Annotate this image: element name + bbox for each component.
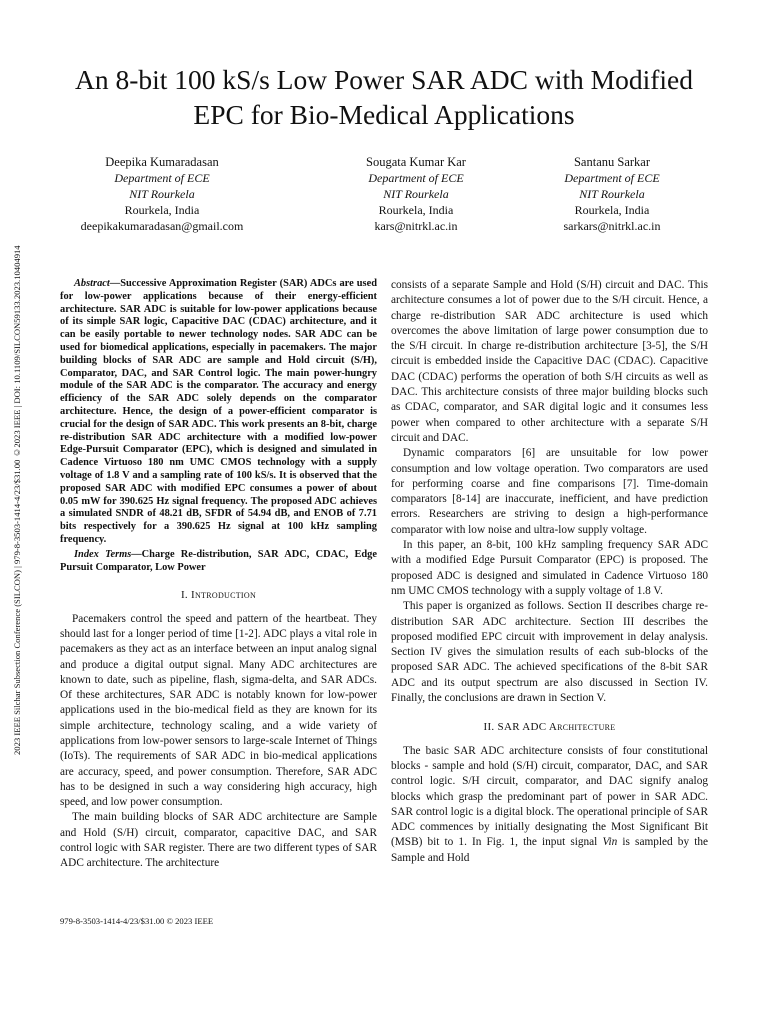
author-email: sarkars@nitrkl.ac.in: [563, 219, 661, 233]
abstract-text: —Successive Approximation Register (SAR) ADCs are used for low-power applications because of their energy-efficient architecture. SAR ADC is suitable for low-power applications because of its simple SAR logic, Capacitive DAC (CDAC) architecture, and it can be easily portable to newer technology nodes. SAR ADC can be used for biomedical applications, especially in pacemakers. The major building blocks of SAR ADC are sample and Hold circuit (S/H), Comparator, DAC, and SAR Control logic. The main power-hungry module of the SAR ADC is the comparator. The accuracy and energy efficiency of the SAR ADC solely depends on the comparator architecture. Hence, the design of a power-efficient comparator is crucial for the design of SAR ADC. This work presents an 8-bit, charge re-distribution SAR ADC architecture with a modified low-power Edge-Pursuit Comparator (EPC), which is designed and simulated in Cadence Virtuoso 180 nm UMC CMOS technology with a supply voltage of 1.8 V and a sampling rate of 100 kS/s. It is observed that the proposed SAR ADC with modified EPC consumes a power of about 0.05 mW for 390.625 Hz signal frequency. The proposed ADC achieves a simulated SNDR of 48.21 dB, SFDR of 54.94 dB, and ENOB of 7.71 bits respectively for a 390.625 Hz signal at 100 kHz sampling frequency.: [60, 278, 377, 545]
author-2: [306, 154, 526, 234]
paragraph: Dynamic comparators [6] are unsuitable for low power consumption and low voltage operation. Two comparators are used for performing coarse and fine comparisons [7]. Time-domain comparators [8-14] are inaccurate, inefficient, and have prediction errors. Researchers are striving to design a high-performance comparator with low noise and ultra-low supply voltage.: [391, 447, 708, 536]
left-column: [60, 278, 377, 872]
paragraph-text: is sampled by the Sample and Hold: [391, 836, 709, 864]
author-name: Deepika Kumaradasan: [105, 155, 219, 169]
author-name: Sougata Kumar Kar: [366, 155, 466, 169]
author-dept: Department of ECE: [368, 171, 464, 185]
author-inst: NIT Rourkela: [383, 187, 449, 201]
author-email: kars@nitrkl.ac.in: [374, 219, 458, 233]
paragraph: In this paper, an 8-bit, 100 kHz sampling frequency SAR ADC with a modified Edge Pursuit Comparator (EPC) is proposed. The proposed ADC is designed and simulated in Cadence Virtuoso 180 nm UMC CMOS technology with a supply voltage of 1.8 V.: [391, 539, 708, 597]
author-email: deepikakumaradasan@gmail.com: [80, 219, 244, 233]
author-location: Rourkela, India: [574, 203, 650, 217]
section-heading-introduction: I. Introduction: [180, 589, 257, 602]
paragraph: This paper is organized as follows. Section II describes charge re-distribution SAR ADC architecture. Section III describes the proposed modified EPC circuit with improvement in delay analysis. Section IV gives the simulation results of each sub-blocks of the proposed SAR ADC. The achieved specifications of the 8-bit SAR ADC and its output spectrum are also discussed in Section IV. Finally, the conclusions are drawn in Section V.: [391, 600, 708, 705]
author-dept: Department of ECE: [564, 171, 660, 185]
author-name: Santanu Sarkar: [573, 155, 651, 169]
index-terms: [60, 549, 377, 575]
abstract: [60, 278, 377, 547]
copyright-footer: 979-8-3503-1414-4/23/$31.00 © 2023 IEEE: [60, 916, 214, 926]
paragraph: Pacemakers control the speed and pattern of the heartbeat. They should last for a longer period of time [1-2]. ADC plays a vital role in pacemakers as they act as an interface between an input analog signal and produce a digital output signal. Many ADC architectures are known to date, such as pipeline, flash, sigma-delta, and SAR ADCs. Of these architectures, SAR ADC is notably known for low-power applications used in the bio-medical field as they are known for its simple architecture, technology scaling, and a wide variety of applications from low-power sensors to large-scale Internet of Things (IoTs). The requirements of SAR ADC in bio-medical applications are accuracy, speed, and power consumption. Therefore, SAR ADC has to be designed in such a way considering high accuracy, high speed, and low power consumption.: [60, 612, 377, 809]
abstract-label: Abstract: [74, 278, 110, 289]
author-location: Rourkela, India: [378, 203, 454, 217]
paragraph-text: The basic SAR ADC architecture consists of four constitutional blocks - sample and hold (S/H) circuit, comparator, DAC, and SAR control logic. S/H circuit, comparator, and DAC signify analog blocks which grasp the predominant part of power in SAR ADC. SAR control logic is a digital block. The operational principle of SAR ADC commences by initially designating the Most Significant Bit (MSB) bit to 1. In Fig. 1, the input signal: [391, 744, 708, 849]
input-signal-symbol: Vin: [602, 836, 618, 849]
paragraph: consists of a separate Sample and Hold (S/H) circuit and DAC. This architecture consumes a lot of power due to the S/H circuit. Hence, a charge re-distribution SAR ADC architecture is used which overcomes the above limitation of large power consumption due to the S/H circuit. In charge re-distribution architecture [3-5], the S/H circuit is embedded inside the Capacitive DAC (CDAC). Capacitive DAC (CDAC) performs the operation of both S/H circuits as well as DAC. This architecture consists of three major building blocks such as CDAC, comparator, and SAR digital logic and it consumes less power when compared to other architecture with a separate S/H circuit and DAC.: [391, 279, 708, 444]
doi-sidebar: 2023 IEEE Silchar Subsection Conference (SILCON) | 979-8-3503-1414-4/23/$31.00 ©2023 IEEE | DOI: 10.1109/SILCON59133.2023.10404914: [12, 245, 22, 755]
index-terms-text: —Charge Re-distribution, SAR ADC, CDAC, Edge Pursuit Comparator, Low Power: [60, 548, 377, 573]
paragraph: The main building blocks of SAR ADC architecture are Sample and Hold (S/H) circuit, comparator, capacitive DAC, and SAR control logic with SAR register. There are two different types of SAR ADC architecture. The architecture: [60, 811, 377, 870]
paragraph: [391, 744, 708, 866]
index-terms-label: Index Terms: [74, 548, 132, 560]
author-dept: Department of ECE: [114, 171, 210, 185]
author-inst: NIT Rourkela: [129, 187, 195, 201]
section-heading-sar-adc-architecture: II. SAR ADC Architecture: [483, 721, 616, 734]
right-column: [391, 278, 708, 866]
author-1: [50, 154, 274, 234]
author-inst: NIT Rourkela: [579, 187, 645, 201]
paper-title: An 8-bit 100 kS/s Low Power SAR ADC with Modified EPC for Bio-Medical Applications: [74, 64, 693, 130]
author-location: Rourkela, India: [124, 203, 200, 217]
author-3: [512, 154, 712, 234]
